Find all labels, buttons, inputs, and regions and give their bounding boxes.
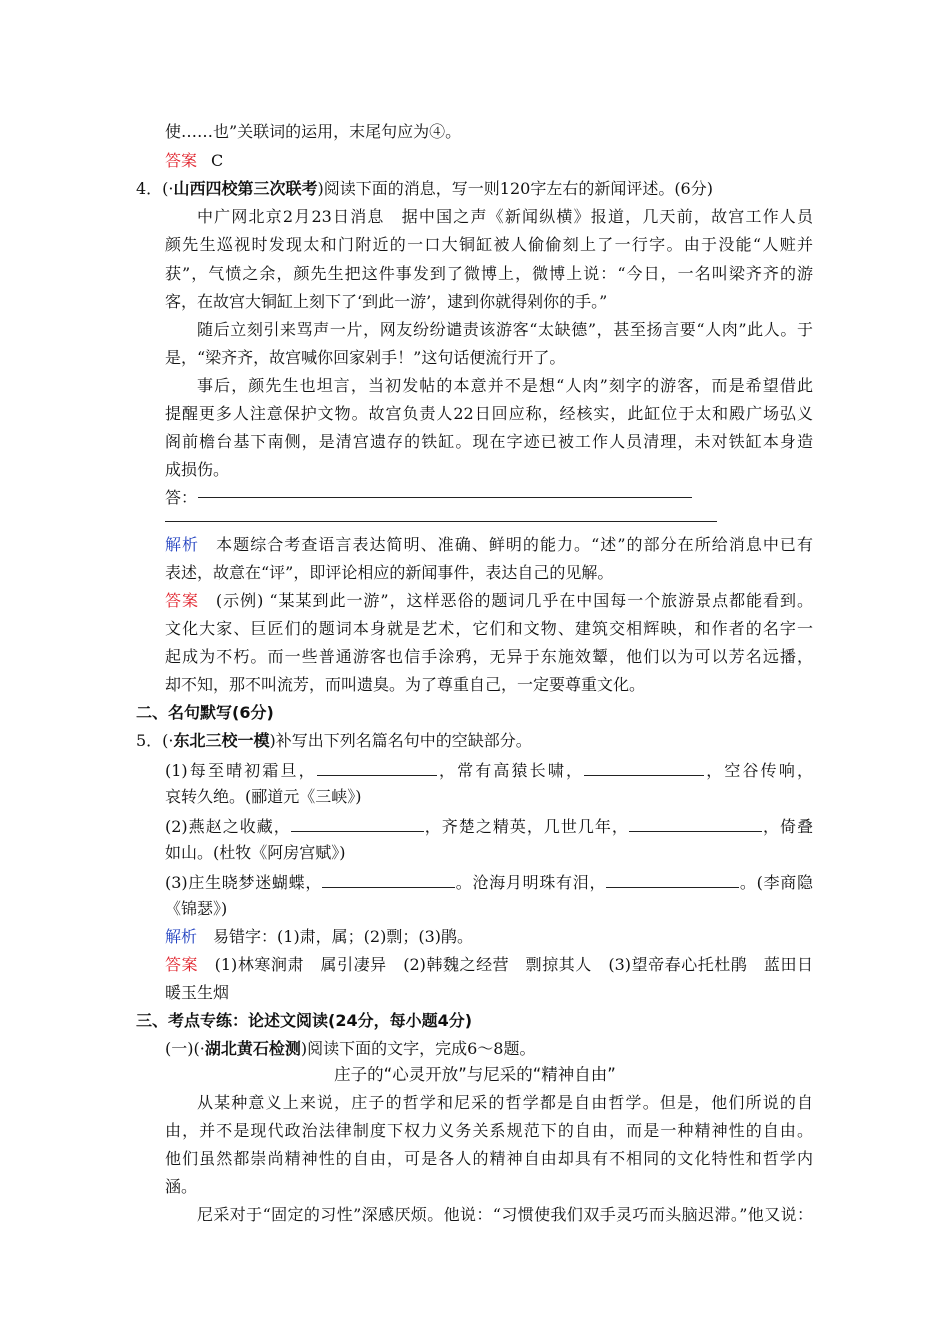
question-5-header (136, 731, 532, 751)
text-line: 表述，故意在“评”，即评论相应的新闻事件，表达自己的见解。 (165, 563, 614, 582)
text-line: 随后立刻引来骂声一片，网友纷纷谴责该游客“太缺德”，甚至扬言要“人肉”此人。于 (197, 320, 813, 339)
section-heading: 二、名句默写(6分) (136, 703, 274, 722)
section-heading: 三、考点专练：论述文阅读(24分，每小题4分) (136, 1011, 473, 1030)
fill-blank-line (165, 759, 813, 781)
blank (629, 815, 762, 832)
analysis-text: 本题综合考查语言表达简明、准确、鲜明的能力。“述”的部分在所给消息中已有 (199, 535, 813, 554)
answer-line (165, 521, 717, 522)
article-title: 庄子的“心灵开放”与尼采的“精神自由” (334, 1065, 616, 1084)
text-line: 他们虽然都崇尚精神性的自由，可是各人的精神自由却具有不相同的文化特性和哲学内 (165, 1149, 813, 1168)
answer-label: 答案 (165, 151, 198, 170)
answer-text: (1)林寒涧肃 属引凄异 (2)韩魏之经营 剽掠其人 (3)望帝春心托杜鹃 蓝田日 (198, 955, 813, 974)
text-line: 却不知，那不叫流芳，而叫遗臭。为了尊重自己，一定要尊重文化。 (165, 675, 646, 694)
answer-value: C (211, 151, 224, 170)
analysis-label: 解析 (165, 927, 198, 946)
analysis-row (165, 927, 473, 947)
blank (606, 871, 739, 888)
text-line: 事后，颜先生也坦言，当初发帖的本意并不是想“人肉”刻字的游客，而是希望借此 (197, 376, 813, 395)
text-line: 《锦瑟》) (165, 899, 228, 918)
text-fragment: (1)每至晴初霜旦， (165, 761, 317, 780)
analysis-text: 易错字：(1)肃，属；(2)剽；(3)鹃。 (197, 927, 474, 946)
text-fragment: ，齐楚之精英，几世几年， (423, 817, 629, 836)
text-fragment: 。(李商隐 (739, 873, 814, 892)
text-fragment: 。沧海月明珠有泪， (455, 873, 607, 892)
answer-prompt: 答： (165, 488, 198, 507)
blank (322, 871, 455, 888)
text-line: 如山。(杜牧《阿房宫赋》) (165, 843, 346, 862)
text-line: 提醒更多人注意保护文物。故宫负责人22日回应称，经核实，此缸位于太和殿广场弘义 (165, 404, 813, 423)
text-line: 文化大家、巨匠们的题词本身就是艺术，它们和文物、建筑交相辉映，和作者的名字一 (165, 619, 813, 638)
text-line: 起成为不朽。而一些普通游客也信手涂鸦，无异于东施效颦，他们以为可以芳名远播， (165, 647, 813, 666)
answer-label: 答案 (165, 591, 199, 610)
text-line: 获”，气愤之余，颜先生把这件事发到了微博上，微博上说：“今日，一名叫梁齐齐的游 (165, 264, 813, 283)
text-line: 颜先生巡视时发现太和门附近的一口大铜缸被人偷偷刻上了一行字。由于没能“人赃并 (165, 235, 813, 254)
answer-line (198, 497, 692, 498)
text-line: 是，“梁齐齐，故宫喊你回家剁手！”这句话便流行开了。 (165, 348, 566, 367)
answer-label: 答案 (165, 955, 199, 974)
blank (291, 815, 424, 832)
text-fragment: ，空谷传响， (704, 761, 813, 780)
analysis-label: 解析 (165, 535, 200, 554)
question-4-header (136, 179, 713, 199)
text-line: 中广网北京2月23日消息 据中国之声《新闻纵横》报道，几天前，故宫工作人员 (197, 207, 813, 226)
text-line: 哀转久绝。(郦道元《三峡》) (165, 787, 362, 806)
fill-blank-line (165, 815, 813, 837)
text-line: 使……也”关联词的运用，末尾句应为④。 (165, 122, 462, 141)
text-fragment: ，常有高猿长啸， (436, 761, 585, 780)
question-source: 山西四校第三次联考 (173, 179, 318, 198)
text-line: 暖玉生烟 (165, 983, 230, 1002)
blank (317, 759, 437, 776)
text-line: 尼采对于“固定的习性”深感厌烦。他说：“习惯使我们双手灵巧而头脑迟滞。”他又说： (197, 1205, 813, 1224)
answer-row (165, 955, 813, 975)
blank (584, 759, 704, 776)
question-number: 4．(· (136, 179, 174, 198)
text-line: 成损伤。 (165, 460, 230, 479)
answer-row (165, 591, 813, 611)
answer-text: (示例) “某某到此一游”，这样恶俗的题词几乎在中国每一个旅游景点都能看到。 (198, 591, 813, 610)
question-source: 湖北黄石检测 (204, 1039, 301, 1058)
text-line: 客，在故宫大铜缸上刻下了‘到此一游’，逮到你就得剁你的手。” (165, 292, 608, 311)
analysis-row (165, 535, 813, 555)
text-fragment: (2)燕赵之收藏， (165, 817, 291, 836)
text-line: 涵。 (165, 1177, 198, 1196)
question-text: )阅读下面的文字，完成6～8题。 (300, 1039, 536, 1058)
text-fragment: (3)庄生晓梦迷蝴蝶， (165, 873, 323, 892)
question-source: 东北三校一模 (173, 731, 270, 750)
answer-row (165, 151, 223, 171)
question-number: 5．(· (136, 731, 174, 750)
text-line: 从某种意义上来说，庄子的哲学和尼采的哲学都是自由哲学。但是，他们所说的自 (197, 1093, 813, 1112)
text-line: 阁前檐台基下南侧，是清宫遗存的铁缸。现在字迹已被工作人员清理，未对铁缸本身造 (165, 432, 813, 451)
question-text: )补写出下列名篇名句中的空缺部分。 (269, 731, 532, 750)
text-fragment: ，倚叠 (761, 817, 813, 836)
question-number: (一)(· (165, 1039, 205, 1058)
text-line: 由，并不是现代政治法律制度下权力义务关系规范下的自由，而是一种精神性的自由。 (165, 1121, 813, 1140)
fill-blank-line (165, 871, 813, 893)
question-text: )阅读下面的消息，写一则120字左右的新闻评述。(6分) (317, 179, 713, 198)
question-6-header (165, 1039, 535, 1059)
